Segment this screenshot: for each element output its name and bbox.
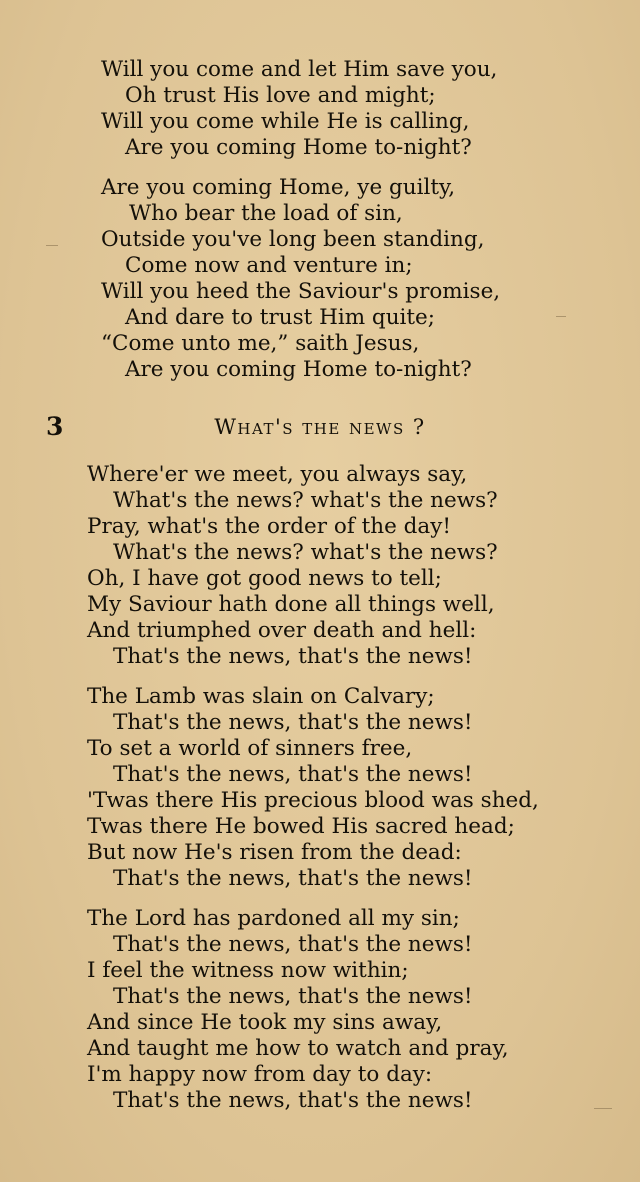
verse-line: Are you coming Home, ye guilty, (101, 175, 456, 200)
scan-mark (556, 316, 566, 317)
verse-line: Oh trust His love and might; (125, 83, 436, 108)
refrain-line: That's the news, that's the news! (113, 710, 473, 735)
verse-line: Come now and venture in; (125, 253, 413, 278)
verse-line: My Saviour hath done all things well, (87, 592, 495, 617)
verse-line: And dare to trust Him quite; (125, 305, 436, 330)
refrain-line: That's the news, that's the news! (113, 762, 473, 787)
verse-line: The Lord has pardoned all my sin; (87, 906, 460, 931)
verse-line: But now He's risen from the dead: (87, 840, 462, 865)
verse-line: Twas there He bowed His sacred head; (87, 814, 515, 839)
refrain-line: That's the news, that's the news! (113, 1088, 473, 1113)
verse-line: Where'er we meet, you always say, (87, 462, 468, 487)
verse-line: Oh, I have got good news to tell; (87, 566, 442, 591)
verse-line: And triumphed over death and hell: (87, 618, 477, 643)
verse-line: And since He took my sins away, (87, 1010, 443, 1035)
verse-line: I feel the witness now within; (87, 958, 409, 983)
verse-line: Will you come and let Him save you, (101, 57, 498, 82)
refrain-line: That's the news, that's the news! (113, 984, 473, 1009)
verse-line: Outside you've long been standing, (101, 227, 485, 252)
hymn-title: What's the news ? (214, 415, 426, 439)
verse-line: Are you coming Home to-night? (125, 357, 472, 382)
scan-mark (594, 1108, 612, 1109)
refrain-line: That's the news, that's the news! (113, 932, 473, 957)
refrain-line: That's the news, that's the news! (113, 644, 473, 669)
refrain-line: That's the news, that's the news! (113, 866, 473, 891)
verse-line: Will you heed the Saviour's promise, (101, 279, 501, 304)
verse-line: To set a world of sinners free, (87, 736, 413, 761)
scan-mark (46, 245, 58, 246)
verse-line: 'Twas there His precious blood was shed, (87, 788, 539, 813)
verse-line: Will you come while He is calling, (101, 109, 470, 134)
verse-line: Are you coming Home to-night? (125, 135, 472, 160)
verse-line: I'm happy now from day to day: (87, 1062, 433, 1087)
verse-line: And taught me how to watch and pray, (87, 1036, 509, 1061)
verse-line: Pray, what's the order of the day! (87, 514, 452, 539)
refrain-line: What's the news? what's the news? (113, 540, 498, 565)
verse-line: The Lamb was slain on Calvary; (87, 684, 435, 709)
refrain-line: What's the news? what's the news? (113, 488, 498, 513)
verse-line: Who bear the load of sin, (129, 201, 403, 226)
hymn-number: 3 (46, 412, 64, 441)
verse-line: “Come unto me,” saith Jesus, (101, 331, 420, 356)
